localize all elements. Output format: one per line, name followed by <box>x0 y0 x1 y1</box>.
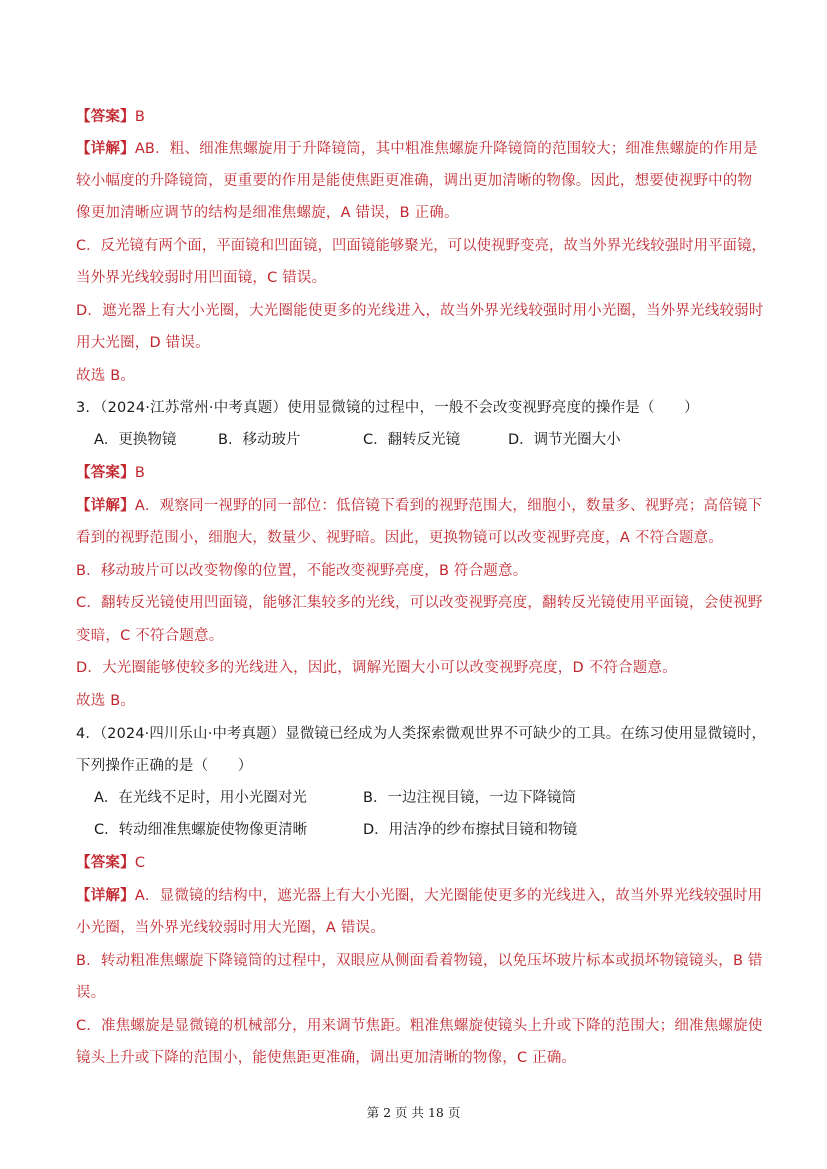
q4-answer-value: C <box>134 855 146 871</box>
q4-option-d: D．用洁净的纱布擦拭目镜和物镜 <box>363 822 578 838</box>
q3-explain-line: 看到的视野范围小，细胞大，数量少、视野暗。因此，更换物镜可以改变视野亮度，A 不符合题意。 <box>76 530 724 546</box>
q3-explain-line: D．大光圈能够使较多的光线进入，因此，调解光圈大小可以改变视野亮度，D 不符合题意。 <box>76 660 677 676</box>
q4-explain-line: 镜头上升或下降的范围小，能使焦距更准确，调出更加清晰的物像，C 正确。 <box>76 1050 577 1066</box>
q2-explain-line: 像更加清晰应调节的结构是细准焦螺旋，A 错误，B 正确。 <box>76 205 459 221</box>
q2-answer <box>76 107 766 127</box>
q4-explain-line: 【详解】A．显微镜的结构中，遮光器上有大小光圈，大光圈能使更多的光线进入，故当外界光线较强时用 <box>76 888 763 904</box>
q2-explain-line: 用大光圈，D 错误。 <box>76 335 210 351</box>
q3-explain-line: 变暗，C 不符合题意。 <box>76 628 224 644</box>
q3-option-c: C．翻转反光镜 <box>363 432 461 448</box>
q4-option-b: B．一边注视目镜，一边下降镜筒 <box>363 790 576 806</box>
q2-explain-line: 当外界光线较弱时用凹面镜，C 错误。 <box>76 270 327 286</box>
q4-explain-line: C．准焦螺旋是显微镜的机械部分，用来调节焦距。粗准焦螺旋使镜头上升或下降的范围大；细准焦螺旋使 <box>76 1018 763 1034</box>
q3-answer-label: 【答案】 <box>76 465 135 481</box>
q3-explain-label: 【详解】 <box>76 498 135 514</box>
q4-explain-label: 【详解】 <box>76 888 135 904</box>
q2-explain-line: 较小幅度的升降镜筒，更重要的作用是能使焦距更准确，调出更加清晰的物像。因此，想要使视野中的物 <box>76 173 753 189</box>
q4-stem-line: 4．（2024·四川乐山·中考真题）显微镜已经成为人类探索微观世界不可缺少的工具。在练习使用显微镜时， <box>76 726 767 742</box>
q4-answer <box>76 853 766 873</box>
q3-option-b: B．移动玻片 <box>218 432 301 448</box>
q4-stem-line: 下列操作正确的是（ ） <box>76 758 253 774</box>
q4-explain-line: 误。 <box>76 985 106 1001</box>
page-footer: 第 2 页 共 18 页 <box>366 1105 461 1120</box>
q2-explain-label: 【详解】 <box>76 141 135 157</box>
q3-answer <box>76 463 766 483</box>
q4-explain-line: 小光圈，当外界光线较弱时用大光圈，A 错误。 <box>76 920 385 936</box>
q2-answer-value: B <box>134 109 145 125</box>
q2-answer-label: 【答案】 <box>76 109 135 125</box>
q3-option-d: D．调节光圈大小 <box>508 432 621 448</box>
q3-explain-line: B．移动玻片可以改变物像的位置，不能改变视野亮度，B 符合题意。 <box>76 563 528 579</box>
q3-stem: 3．（2024·江苏常州·中考真题）使用显微镜的过程中，一般不会改变视野亮度的操作是（ ） <box>76 400 699 416</box>
q4-answer-label: 【答案】 <box>76 855 135 871</box>
q3-explain-line: 【详解】A．观察同一视野的同一部位：低倍镜下看到的视野范围大，细胞小，数量多、视野亮；高倍镜下 <box>76 498 763 514</box>
q2-explain-line: C．反光镜有两个面，平面镜和凹面镜，凹面镜能够聚光，可以使视野变亮，故当外界光线较强时用平面镜， <box>76 238 767 254</box>
q3-explain-line: C．翻转反光镜使用凹面镜，能够汇集较多的光线，可以改变视野亮度，翻转反光镜使用平面镜，会使视野 <box>76 595 763 611</box>
q3-answer-value: B <box>134 465 145 481</box>
q3-option-a: A．更换物镜 <box>94 432 177 448</box>
q4-option-c: C．转动细准焦螺旋使物像更清晰 <box>94 822 308 838</box>
q2-conclusion: 故选 B。 <box>76 368 136 384</box>
q4-explain-line: B．转动粗准焦螺旋下降镜筒的过程中，双眼应从侧面看着物镜，以免压坏玻片标本或损坏物镜镜头，B 错 <box>76 953 763 969</box>
q2-explain-line: D．遮光器上有大小光圈，大光圈能使更多的光线进入，故当外界光线较强时用小光圈，当外界光线较弱时 <box>76 303 764 319</box>
q4-option-a: A．在光线不足时，用小光圈对光 <box>94 790 307 806</box>
q2-explain-line: 【详解】AB．粗、细准焦螺旋用于升降镜筒，其中粗准焦螺旋升降镜筒的范围较大；细准焦螺旋的作用是 <box>76 141 758 157</box>
q3-conclusion: 故选 B。 <box>76 693 136 709</box>
